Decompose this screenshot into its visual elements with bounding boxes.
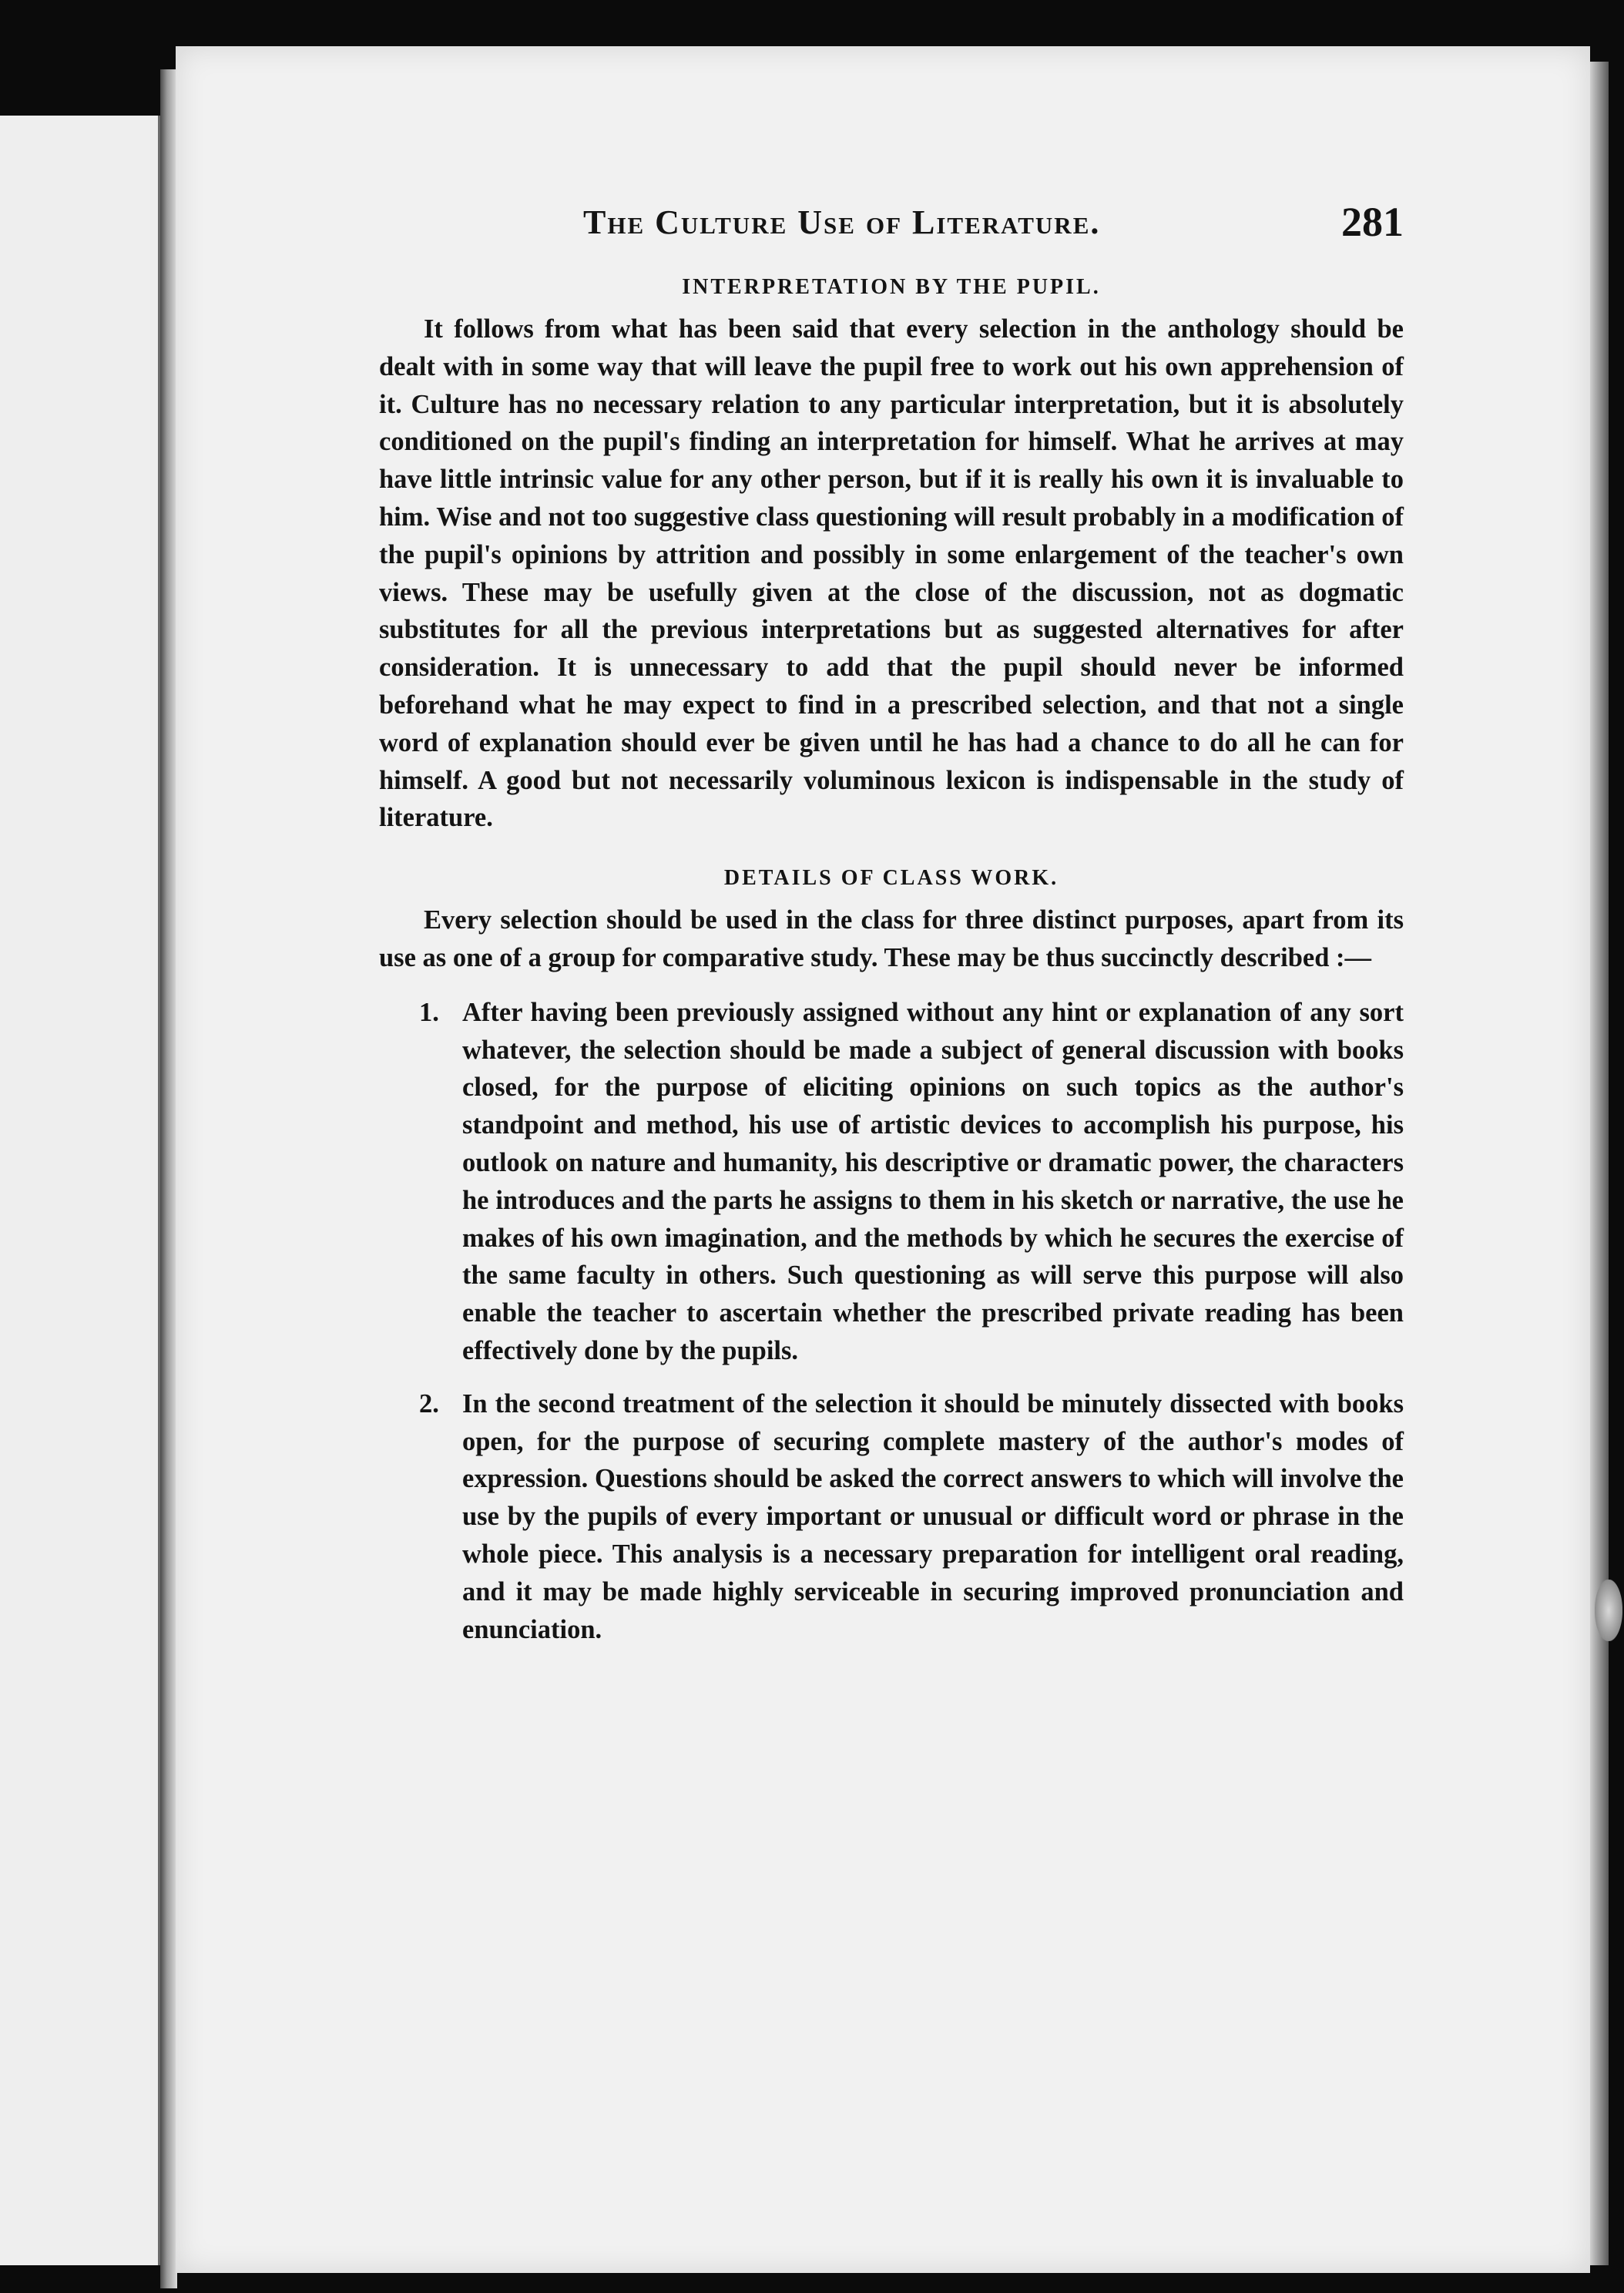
scan-artifact [1595, 1580, 1622, 1641]
body-paragraph: Every selection should be used in the class for three distinct purposes, apart from its use as one of a group for comparative study. These may be thus succinctly described :— [379, 905, 1404, 972]
list-item-number: 1. [419, 997, 439, 1027]
book-gutter [160, 69, 177, 2288]
body-paragraph: It follows from what has been said that every selection in the anthology should be dealt with in some way that will leave the pupil free to work out his own apprehension of it. Culture has no necessary relation to any particular interpretation, but it is absolutely conditioned on the pupil's finding an interpretation for himself. What he arrives at may have little intrinsic value for any other person, but if it is really his own it is invaluable to him. Wise and not too suggestive class questioning will result probably in a modification of the pupil's opinions by attrition and possibly in some enlargement of the teacher's own views. These may be usefully given at the close of the discussion, not as dogmatic substitutes for all the previous interpretations but as suggested alternatives for after consideration. It is unnecessary to add that the pupil should never be informed beforehand what he may expect to find in a prescribed selection, and that not a single word of explanation should ever be given until he has had a chance to do all he can for himself. A good but not necessarily voluminous lexicon is indispensable in the study of literature. [379, 314, 1404, 833]
section-class-work [379, 866, 1404, 1648]
section-interpretation [379, 275, 1404, 837]
left-page-edge [0, 116, 160, 2265]
list-item-text: After having been previously assigned without any hint or explanation of any sort whatever, the selection should be made a subject of general discussion with books closed, for the purpose of eliciting opinions on such topics as the author's standpoint and method, his use of artistic devices to accomplish his purpose, his outlook on nature and humanity, his descriptive or dramatic power, the characters he introduces and the parts he assigns to them in his sketch or narrative, the use he makes of his own imagination, and the methods by which he secures the exercise of the same faculty in others. Such questioning as will serve this purpose will also enable the teacher to ascertain whether the prescribed private reading has been effectively done by the pupils. [462, 997, 1404, 1365]
running-header [379, 196, 1404, 258]
list-item-number: 2. [419, 1388, 439, 1418]
numbered-list [379, 994, 1404, 1649]
page-number: 281 [1341, 199, 1404, 245]
list-item-text: In the second treatment of the selection it should be minutely dissected with books open, for the purpose of securing complete mastery of the author's modes of expression. Questions should be asked the correct answers to which will involve the use by the pupils of every important or unusual or difficult word or phrase in the whole piece. This analysis is a necessary preparation for intelligent oral reading, and it may be made highly serviceable in securing improved pronunciation and enunciation. [462, 1388, 1404, 1644]
section-heading: DETAILS OF CLASS WORK. [723, 866, 1059, 891]
page-content [379, 196, 1404, 1664]
page-edge-shadow [1590, 62, 1609, 2265]
section-heading: INTERPRETATION BY THE PUPIL. [682, 275, 1101, 299]
running-title: The Culture Use of Literature. [583, 203, 1101, 241]
list-item [379, 1385, 1404, 1649]
list-item [379, 994, 1404, 1370]
